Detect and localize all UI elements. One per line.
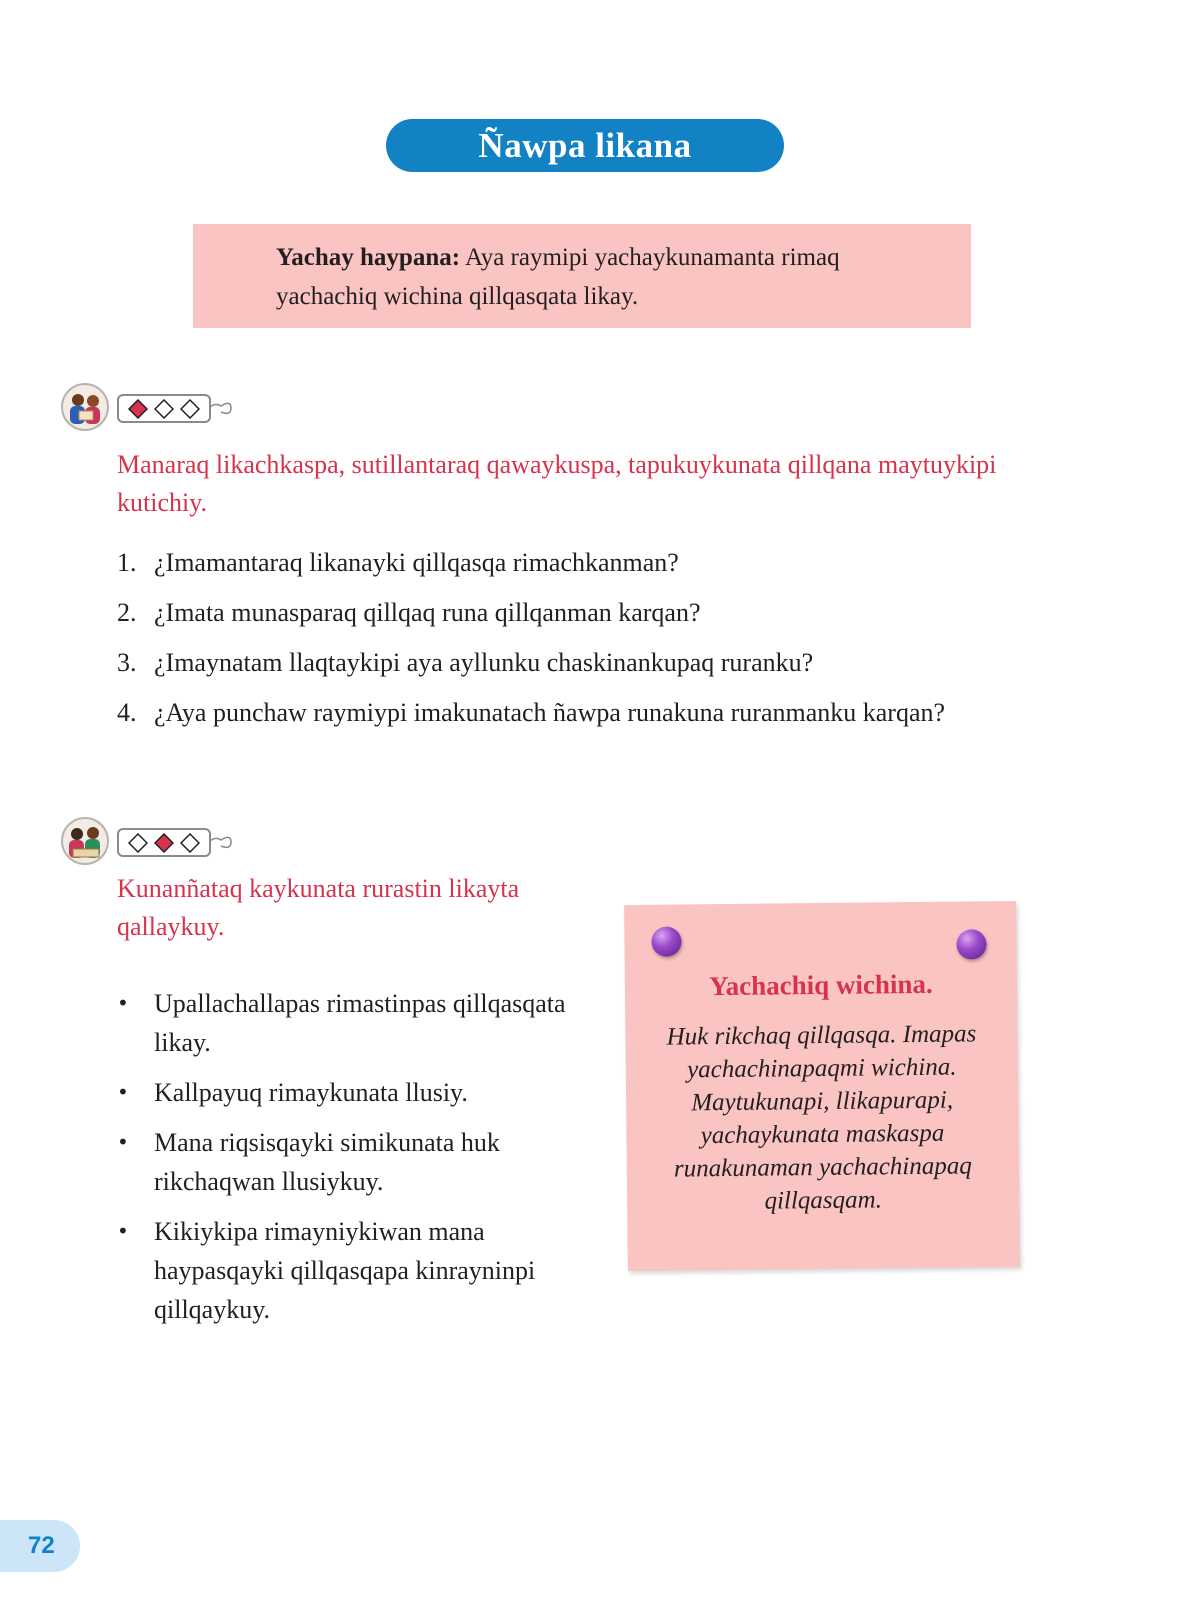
list-item: • Mana riqsisqayki simikunata huk rikchaqwan llusiykuy. — [117, 1128, 500, 1196]
list-item: 2. ¿Imata munasparaq qillqaq runa qillqanman karqan? — [117, 598, 701, 627]
diamond-outline-icon — [128, 833, 148, 853]
sticky-note — [624, 901, 1020, 1271]
goal-text: Aya raymipi yachaykunamanta rimaq yachachiq wichina qillqasqata likay. — [276, 244, 840, 310]
tag-string-icon — [209, 398, 233, 418]
list-item: • Kikiykipa rimayniykiwan mana haypasqayki qillqasqapa kinrayninpi qillqaykuy. — [117, 1217, 536, 1324]
difficulty-tag — [117, 828, 211, 857]
list-item: 4. ¿Aya punchaw raymiypi imakunatach ñawpa runakuna ruranmanku karqan? — [117, 698, 946, 727]
list-item: • Kallpayuq rimaykunata llusiy. — [117, 1078, 468, 1107]
tag-string-icon — [209, 832, 233, 852]
page-title: Ñawpa likana — [386, 119, 784, 172]
level-indicator-1 — [61, 383, 241, 435]
difficulty-tag — [117, 394, 211, 423]
pushpin-icon — [651, 926, 681, 956]
diamond-outline-icon — [180, 833, 200, 853]
level-indicator-2 — [61, 817, 241, 869]
instruction-before-reading: Manaraq likachkaspa, sutillantaraq qawaykuspa, tapukuykunata qillqana maytuykipi kutichiy. — [117, 450, 997, 517]
students-working-avatar — [61, 817, 109, 865]
diamond-outline-icon — [154, 399, 174, 419]
diamond-filled-icon — [154, 833, 174, 853]
learning-goal-box — [193, 224, 971, 328]
pushpin-icon — [956, 929, 986, 959]
list-item: 3. ¿Imaynatam llaqtaykipi aya ayllunku chaskinankupaq ruranku? — [117, 648, 814, 677]
instruction-while-reading: Kunanñataq kaykunata rurastin likayta qallaykuy. — [117, 874, 520, 941]
students-reading-avatar — [61, 383, 109, 431]
list-item: • Upallachallapas rimastinpas qillqasqata likay. — [117, 989, 566, 1057]
diamond-outline-icon — [180, 399, 200, 419]
note-title: Yachachiq wichina. — [709, 968, 933, 1002]
note-body: Huk rikchaq qillqasqa. Imapas yachachinapaqmi wichina. Maytukunapi, llikapurapi, yachaykunata maskaspa runakunaman yachachinapaq qillqasqam. — [666, 1020, 977, 1215]
reading-steps-list — [117, 984, 617, 1340]
question-list — [117, 543, 997, 743]
goal-label: Yachay haypana: — [276, 244, 461, 271]
list-item: 1. ¿Imamantaraq likanayki qillqasqa rimachkanman? — [117, 548, 679, 577]
diamond-filled-icon — [128, 399, 148, 419]
page-number: 72 — [0, 1520, 80, 1572]
